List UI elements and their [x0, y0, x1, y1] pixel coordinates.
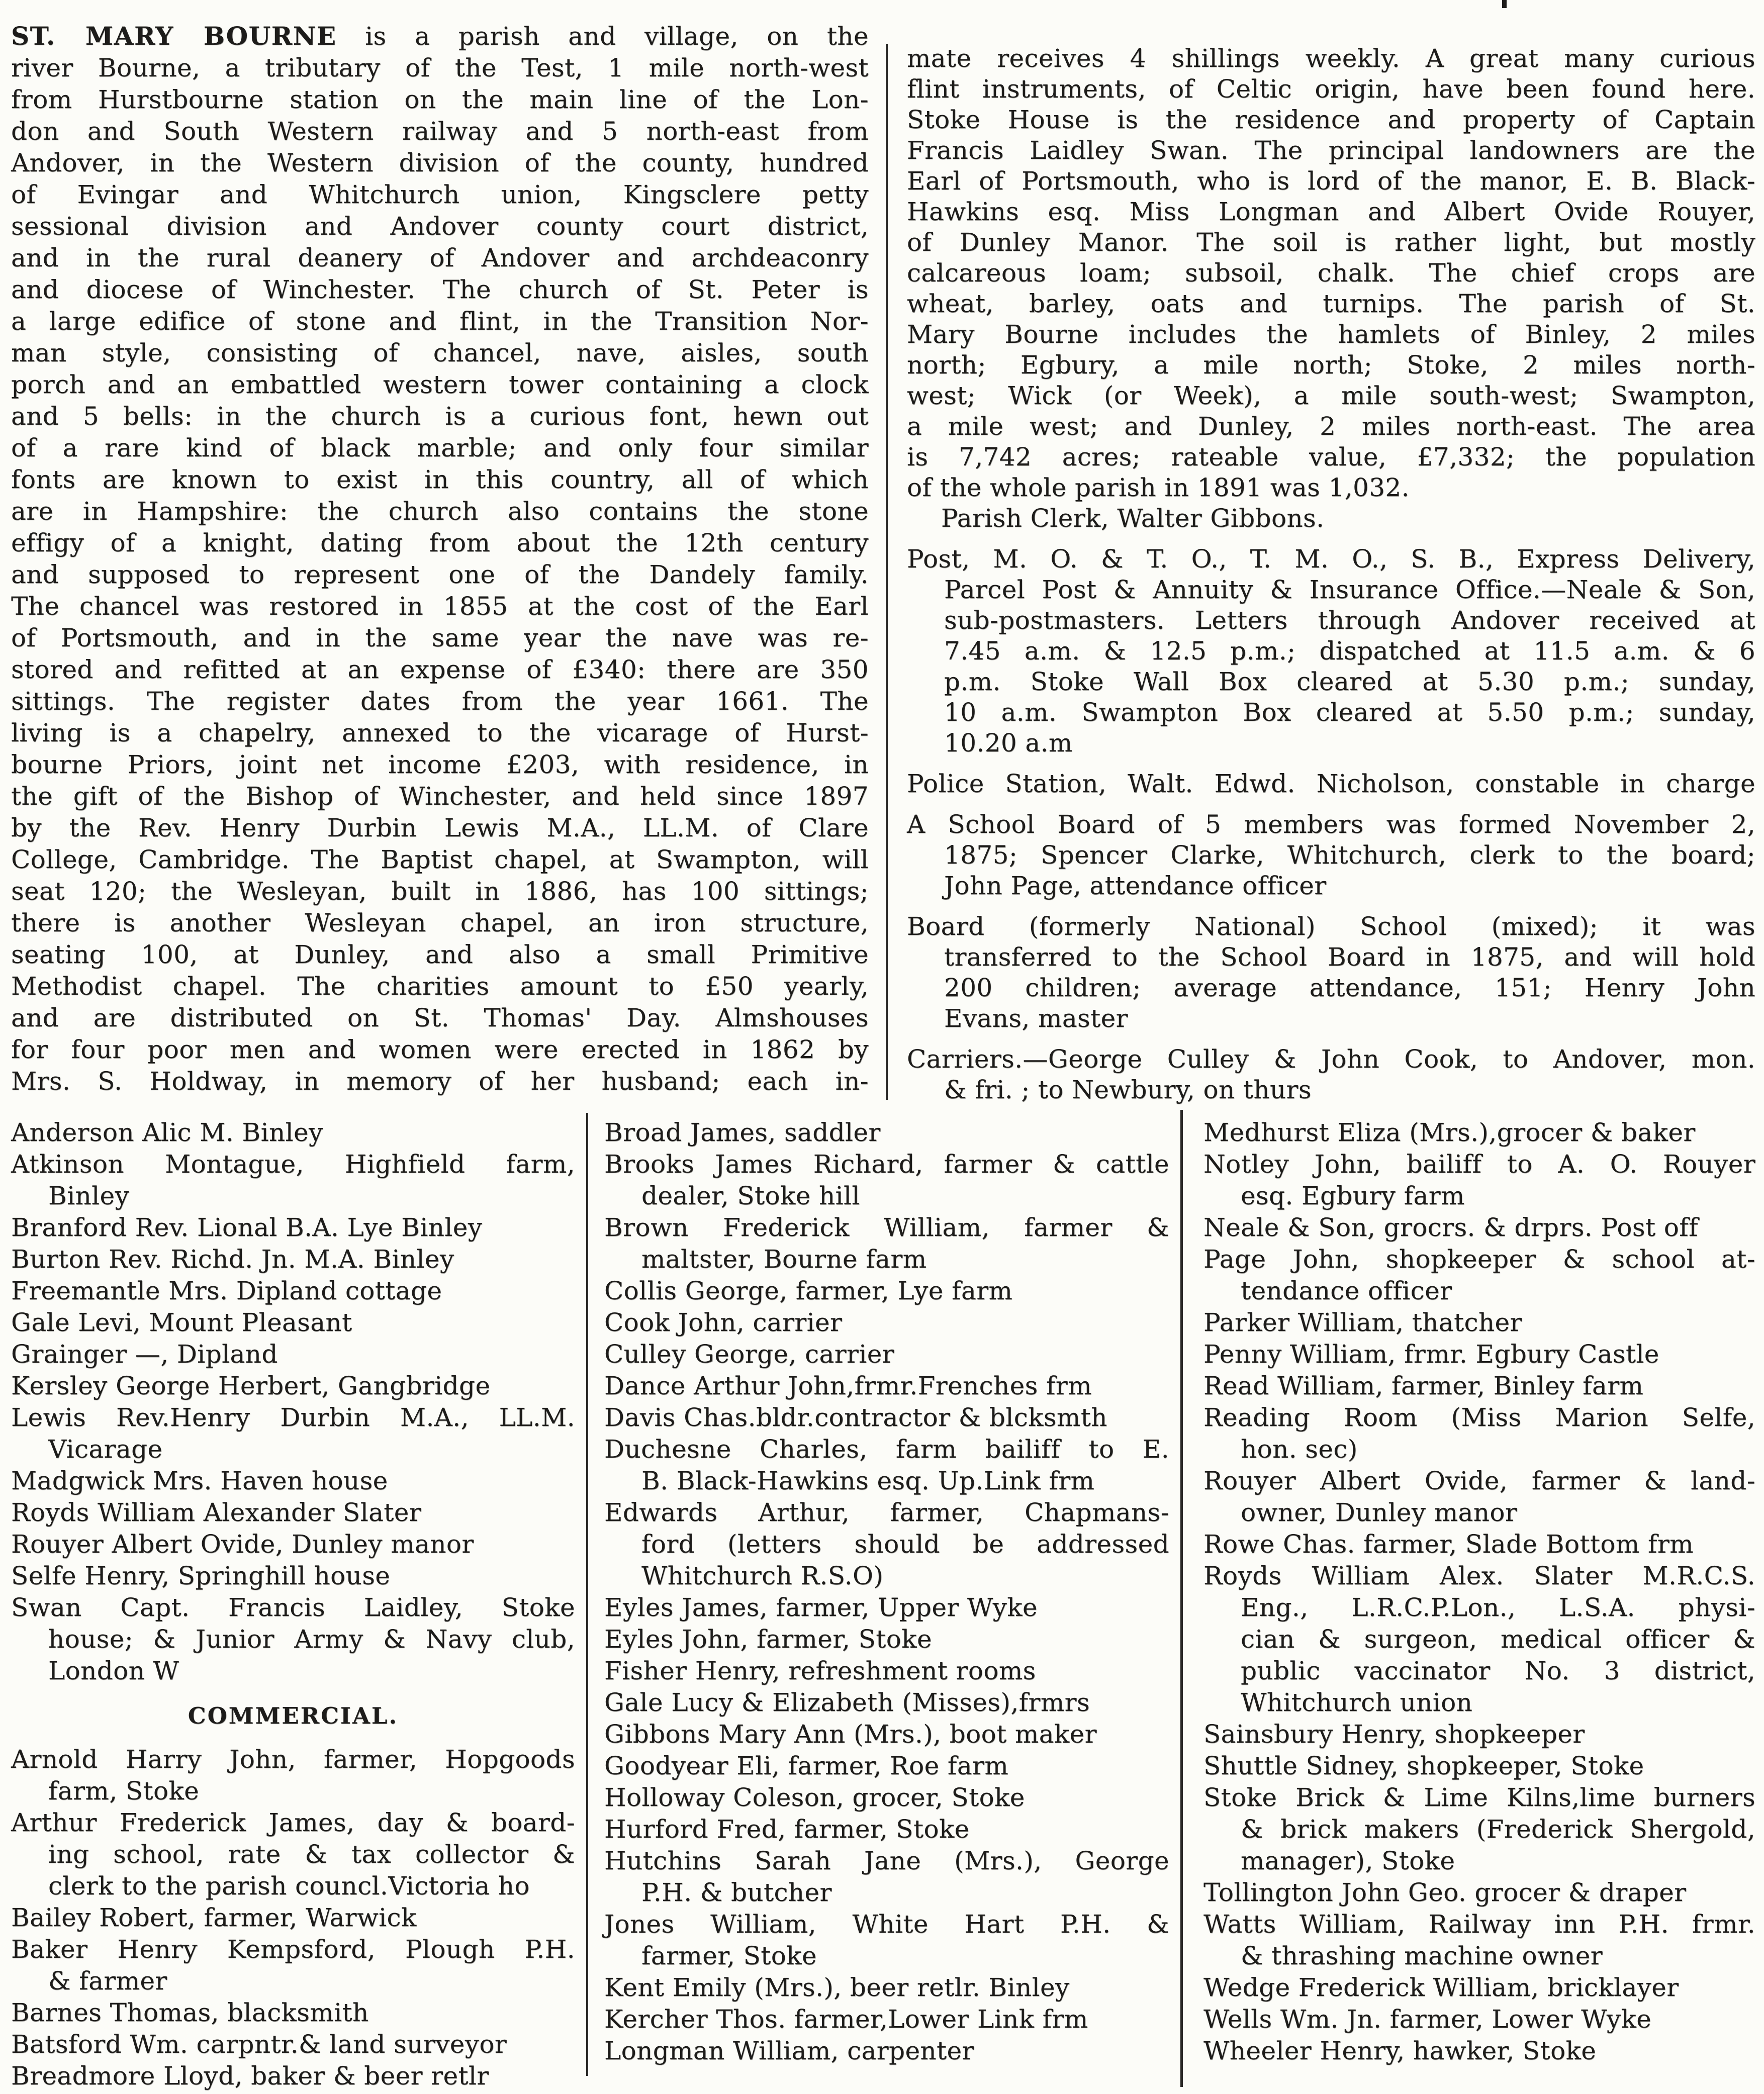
article-line: ST. MARY BOURNE is a parish and village, on the [11, 21, 869, 51]
directory-line: ing school, rate & tax collector & [48, 1840, 575, 1869]
directory-line: Arnold Harry John, farmer, Hopgoods [11, 1745, 575, 1774]
directory-entry [1203, 1560, 1755, 1719]
directory-entry [1203, 2004, 1755, 2035]
article-line: Parish Clerk, Walter Gibbons. [941, 504, 1325, 533]
article-line: Mary Bourne includes the hamlets of Binley, 2 miles [907, 320, 1755, 349]
directory-entry [11, 1117, 575, 1149]
article-line: Evans, master [944, 1004, 1128, 1033]
directory-entry [604, 2004, 1169, 2035]
directory-line: Barnes Thomas, blacksmith [11, 1998, 369, 2027]
directory-entry [604, 1212, 1169, 1275]
directory-line: Wheeler Henry, hawker, Stoke [1203, 2036, 1597, 2065]
directory-line: hon. sec) [1241, 1435, 1358, 1464]
article-line: 7.45 a.m. & 12.5 p.m.; dispatched at 11.5 a.m. & 6 [944, 636, 1755, 665]
directory-entry [11, 1934, 575, 1997]
directory-line: P.H. & butcher [641, 1878, 832, 1907]
article-line: and in the rural deanery of Andover and archdeaconry [11, 243, 869, 272]
directory-entry [604, 1782, 1169, 1814]
article-line: for four poor men and women were erected in 1862 by [11, 1035, 869, 1064]
directory-entry [1203, 1307, 1755, 1339]
directory-line: Duchesne Charles, farm bailiff to E. [604, 1435, 1169, 1464]
directory-entry [11, 1244, 575, 1275]
directory-entry [604, 1719, 1169, 1750]
article-line: man style, consisting of chancel, nave, aisles, south [11, 338, 869, 367]
directory-entry [11, 2029, 575, 2060]
article-paragraph-right [907, 43, 1755, 503]
directory-line: Stoke Brick & Lime Kilns,lime burners [1203, 1783, 1755, 1812]
directory-entry [604, 1149, 1169, 1212]
directory-entry [1203, 1719, 1755, 1750]
directory-entry [604, 1402, 1169, 1434]
directory-line: Rouyer Albert Ovide, Dunley manor [11, 1530, 474, 1559]
directory-entry [11, 1370, 575, 1402]
directory-line: Rouyer Albert Ovide, farmer & land- [1203, 1466, 1755, 1495]
directory-line: Grainger —, Dipland [11, 1340, 278, 1369]
article-line: transferred to the School Board in 1875, and will hold [944, 942, 1755, 972]
directory-line: Wedge Frederick William, bricklayer [1203, 1973, 1679, 2002]
directory-line: public vaccinator No. 3 district, [1241, 1656, 1755, 1685]
directory-line: clerk to the parish councl.Victoria ho [48, 1871, 530, 1900]
directory-line: Wells Wm. Jn. farmer, Lower Wyke [1203, 2005, 1652, 2034]
article-line: flint instruments, of Celtic origin, have been found here. [907, 74, 1755, 104]
article-line: Hawkins esq. Miss Longman and Albert Ovide Rouyer, [907, 197, 1755, 226]
directory-line: Anderson Alic M. Binley [11, 1118, 323, 1147]
directory-entry [11, 1902, 575, 1934]
directory-entry [604, 1339, 1169, 1370]
column-divider-vertical-rule [886, 44, 888, 1100]
article-line: the gift of the Bishop of Winchester, and held since 1897 [11, 782, 869, 811]
directory-line: Davis Chas.bldr.contractor & blcksmth [604, 1403, 1107, 1432]
directory-line: Burton Rev. Richd. Jn. M.A. Binley [11, 1245, 454, 1274]
directory-line: Brown Frederick William, farmer & [604, 1213, 1169, 1242]
article-line: are in Hampshire: the church also contains the stone [11, 497, 869, 526]
directory-entry [604, 1750, 1169, 1782]
directory-line: Shuttle Sidney, shopkeeper, Stoke [1203, 1751, 1644, 1780]
directory-line: dealer, Stoke hill [641, 1181, 860, 1210]
directory-line: Gale Levi, Mount Pleasant [11, 1308, 352, 1337]
school-board-block [907, 809, 1755, 901]
directory-line: & thrashing machine owner [1241, 1941, 1603, 1970]
article-line: Carriers.—George Culley & John Cook, to Andover, mon. [907, 1044, 1755, 1074]
directory-entry [604, 1370, 1169, 1402]
article-column-right [907, 43, 1755, 1105]
article-line: of the whole parish in 1891 was 1,032. [907, 473, 1410, 502]
article-line: College, Cambridge. The Baptist chapel, at Swampton, will [11, 845, 869, 874]
directory-line: Madgwick Mrs. Haven house [11, 1466, 388, 1495]
article-line: calcareous loam; subsoil, chalk. The chief crops are [907, 258, 1755, 288]
directory-line: Neale & Son, grocrs. & drprs. Post off [1203, 1213, 1699, 1242]
directory-entry [604, 1275, 1169, 1307]
article-column-left [11, 20, 869, 1097]
article-line: living is a chapelry, annexed to the vicarage of Hurst- [11, 718, 869, 747]
directory-line: B. Black-Hawkins esq. Up.Link frm [641, 1466, 1095, 1495]
directory-entry [1203, 1149, 1755, 1212]
directory-line: Swan Capt. Francis Laidley, Stoke [11, 1593, 575, 1622]
directory-line: Notley John, bailiff to A. O. Rouyer [1203, 1150, 1755, 1179]
directory-line: Royds William Alex. Slater M.R.C.S. [1203, 1561, 1755, 1590]
directory-line: Medhurst Eliza (Mrs.),grocer & baker [1203, 1118, 1696, 1147]
directory-line: Baker Henry Kempsford, Plough P.H. [11, 1935, 575, 1964]
parish-clerk-line [907, 503, 1755, 534]
article-line: sittings. The register dates from the year 1661. The [11, 687, 869, 716]
directory-line: Binley [48, 1181, 130, 1210]
article-line: A School Board of 5 members was formed November 2, [907, 810, 1755, 839]
article-line: river Bourne, a tributary of the Test, 1 mile north-west [11, 53, 869, 82]
article-line: from Hurstbourne station on the main line of the Lon- [11, 85, 869, 114]
directory-line: Cook John, carrier [604, 1308, 843, 1337]
directory-divider-rule-2 [1180, 1110, 1183, 2087]
article-line: and diocese of Winchester. The church of St. Peter is [11, 275, 869, 304]
directory-entry [604, 1972, 1169, 2004]
directory-entry [11, 1275, 575, 1307]
directory-line: Culley George, carrier [604, 1340, 894, 1369]
article-line: of a rare kind of black marble; and only four similar [11, 433, 869, 462]
directory-entry [604, 1497, 1169, 1592]
directory-entry [11, 1997, 575, 2029]
directory-line: ford (letters should be addressed [641, 1530, 1169, 1559]
directory-entry [11, 1149, 575, 1212]
directory-entry [1203, 1529, 1755, 1560]
directory-entry [604, 1655, 1169, 1687]
directory-line: Broad James, saddler [604, 1118, 881, 1147]
post-office-block [907, 544, 1755, 758]
directory-line: Brooks James Richard, farmer & cattle [604, 1150, 1169, 1179]
directory-line: Branford Rev. Lional B.A. Lye Binley [11, 1213, 483, 1242]
directory-entry [11, 1402, 575, 1465]
board-school-block [907, 911, 1755, 1034]
article-line: there is another Wesleyan chapel, an iron structure, [11, 908, 869, 937]
article-line: and 5 bells: in the church is a curious font, hewn out [11, 402, 869, 431]
directory-entry [11, 1339, 575, 1370]
article-line: 1875; Spencer Clarke, Whitchurch, clerk to the board; [944, 840, 1755, 870]
directory-line: Kent Emily (Mrs.), beer retlr. Binley [604, 1973, 1070, 2002]
directory-entry [604, 1909, 1169, 1972]
article-line: Post, M. O. & T. O., T. M. O., S. B., Express Delivery, [907, 544, 1755, 574]
article-line: 200 children; average attendance, 151; Henry John [944, 973, 1755, 1002]
directory-line: Kercher Thos. farmer,Lower Link frm [604, 2005, 1088, 2034]
directory-line: Collis George, farmer, Lye farm [604, 1276, 1013, 1305]
directory-entry [1203, 1877, 1755, 1909]
article-line: is 7,742 acres; rateable value, £7,332; the population [907, 442, 1755, 471]
directory-entry [11, 1529, 575, 1560]
directory-line: Eyles John, farmer, Stoke [604, 1625, 932, 1654]
directory-line: Freemantle Mrs. Dipland cottage [11, 1276, 442, 1305]
directory-line: Whitchurch R.S.O) [641, 1561, 884, 1590]
directory-line: cian & surgeon, medical officer & [1241, 1625, 1755, 1654]
directory-entry [604, 1814, 1169, 1845]
article-line: Mrs. S. Holdway, in memory of her husband; each in- [11, 1067, 869, 1096]
directory-line: Rowe Chas. farmer, Slade Bottom frm [1203, 1530, 1694, 1559]
article-line: a large edifice of stone and flint, in the Transition Nor- [11, 307, 869, 336]
directory-line: Hutchins Sarah Jane (Mrs.), George [604, 1846, 1169, 1875]
article-line: west; Wick (or Week), a mile south-west; Swampton, [907, 381, 1755, 410]
scan-edge-artifact [1502, 0, 1507, 8]
directory-line: Batsford Wm. carpntr.& land surveyor [11, 2030, 507, 2059]
directory-entry [1203, 1972, 1755, 2004]
article-line: sessional division and Andover county court district, [11, 212, 869, 241]
article-line: Methodist chapel. The charities amount to £50 yearly, [11, 972, 869, 1001]
article-line: don and South Western railway and 5 north-east from [11, 117, 869, 146]
article-line: north; Egbury, a mile north; Stoke, 2 miles north- [907, 350, 1755, 379]
directory-line: Page John, shopkeeper & school at- [1203, 1245, 1755, 1274]
article-line: 10.20 a.m [944, 728, 1073, 757]
directory-line: farm, Stoke [48, 1776, 200, 1805]
directory-entry [1203, 1370, 1755, 1402]
directory-line: Sainsbury Henry, shopkeeper [1203, 1720, 1585, 1749]
directory-line: Whitchurch union [1241, 1688, 1473, 1717]
directory-column-3 [1203, 1117, 1755, 2067]
directory-line: Eyles James, farmer, Upper Wyke [604, 1593, 1038, 1622]
directory-entry [1203, 1339, 1755, 1370]
article-line: seat 120; the Wesleyan, built in 1886, has 100 sittings; [11, 877, 869, 906]
directory-line: maltster, Bourne farm [641, 1245, 927, 1274]
directory-line: Royds William Alexander Slater [11, 1498, 422, 1527]
directory-line: owner, Dunley manor [1241, 1498, 1518, 1527]
article-line: of Dunley Manor. The soil is rather light, but mostly [907, 228, 1755, 257]
directory-entry [1203, 1465, 1755, 1529]
directory-line: Tollington John Geo. grocer & draper [1203, 1878, 1687, 1907]
article-line: The chancel was restored in 1855 at the cost of the Earl [11, 592, 869, 621]
directory-entry [604, 1117, 1169, 1149]
article-line: Stoke House is the residence and property of Captain [907, 105, 1755, 134]
article-line: a mile west; and Dunley, 2 miles north-east. The area [907, 412, 1755, 441]
commercial-heading: COMMERCIAL. [188, 1702, 399, 1729]
carriers-block [907, 1044, 1755, 1105]
directory-line: farmer, Stoke [641, 1941, 817, 1970]
directory-line: esq. Egbury farm [1241, 1181, 1465, 1210]
article-line: wheat, barley, oats and turnips. The parish of St. [907, 289, 1755, 318]
directory-entry [11, 1592, 575, 1687]
article-line: and supposed to represent one of the Dandely family. [11, 560, 869, 589]
article-line: fonts are known to exist in this country, all of which [11, 465, 869, 494]
article-line: seating 100, at Dunley, and also a small Primitive [11, 940, 869, 969]
directory-line: tendance officer [1241, 1276, 1452, 1305]
directory-line: & farmer [48, 1966, 167, 1995]
directory-entry [1203, 1750, 1755, 1782]
directory-entry [604, 1624, 1169, 1655]
directory-entry [11, 1560, 575, 1592]
directory-line: Parker William, thatcher [1203, 1308, 1522, 1337]
article-line: Francis Laidley Swan. The principal landowners are the [907, 136, 1755, 165]
directory-line: Reading Room (Miss Marion Selfe, [1203, 1403, 1755, 1432]
directory-entry [1203, 1117, 1755, 1149]
directory-line: Gibbons Mary Ann (Mrs.), boot maker [604, 1720, 1097, 1749]
directory-entry [604, 1434, 1169, 1497]
article-line: Earl of Portsmouth, who is lord of the manor, E. B. Black- [907, 166, 1755, 196]
article-line: John Page, attendance officer [944, 871, 1327, 900]
directory-line: Read William, farmer, Binley farm [1203, 1371, 1644, 1400]
article-line: by the Rev. Henry Durbin Lewis M.A., LL.M. of Clare [11, 813, 869, 842]
article-line: Board (formerly National) School (mixed); it was [907, 912, 1755, 941]
article-line: mate receives 4 shillings weekly. A great many curious [907, 44, 1755, 73]
article-line: bourne Priors, joint net income £203, with residence, in [11, 750, 869, 779]
article-line: porch and an embattled western tower containing a clock [11, 370, 869, 399]
directory-entry [604, 1687, 1169, 1719]
directory-entry [11, 2060, 575, 2092]
article-line: Parcel Post & Annuity & Insurance Office.—Neale & Son, [944, 575, 1755, 604]
directory-entry [1203, 1212, 1755, 1244]
directory-entry [11, 1307, 575, 1339]
article-line: & fri. ; to Newbury, on thurs [944, 1075, 1312, 1104]
directory-entry [11, 1497, 575, 1529]
directory-line: manager), Stoke [1241, 1846, 1455, 1875]
directory-line: Hurford Fred, farmer, Stoke [604, 1815, 970, 1844]
directory-entry [604, 1845, 1169, 1909]
directory-line: Kersley George Herbert, Gangbridge [11, 1371, 491, 1400]
article-line: stored and refitted at an expense of £340: there are 350 [11, 655, 869, 684]
article-line: of Portsmouth, and in the same year the nave was re- [11, 623, 869, 652]
article-line: 10 a.m. Swampton Box cleared at 5.50 p.m.; sunday, [944, 698, 1755, 727]
directory-line: Fisher Henry, refreshment rooms [604, 1656, 1036, 1685]
directory-line: Holloway Coleson, grocer, Stoke [604, 1783, 1025, 1812]
directory-line: & brick makers (Frederick Shergold, [1241, 1815, 1755, 1844]
article-line: and are distributed on St. Thomas' Day. Almshouses [11, 1003, 869, 1032]
article-line: Andover, in the Western division of the county, hundred [11, 148, 869, 177]
article-line: p.m. Stoke Wall Box cleared at 5.30 p.m.; sunday, [944, 667, 1755, 696]
directory-entry [11, 1212, 575, 1244]
directory-line: Lewis Rev.Henry Durbin M.A., LL.M. [11, 1403, 575, 1432]
directory-line: Atkinson Montague, Highfield farm, [11, 1150, 575, 1179]
directory-divider-rule-1 [586, 1113, 588, 2076]
directory-column-1 [11, 1117, 575, 2092]
police-station-block [907, 769, 1755, 799]
directory-line: Bailey Robert, farmer, Warwick [11, 1903, 417, 1932]
directory-line: Selfe Henry, Springhill house [11, 1561, 391, 1590]
directory-line: Watts William, Railway inn P.H. frmr. [1203, 1910, 1755, 1939]
directory-entry [11, 1465, 575, 1497]
article-line: of Evingar and Whitchurch union, Kingsclere petty [11, 180, 869, 209]
directory-entry [1203, 1244, 1755, 1307]
directory-line: Gale Lucy & Elizabeth (Misses),frmrs [604, 1688, 1090, 1717]
directory-line: Vicarage [48, 1435, 163, 1464]
directory-line: Dance Arthur John,frmr.Frenches frm [604, 1371, 1092, 1400]
directory-entry [11, 1807, 575, 1902]
directory-line: London W [48, 1656, 179, 1685]
directory-line: Edwards Arthur, farmer, Chapmans- [604, 1498, 1169, 1527]
article-line: effigy of a knight, dating from about the 12th century [11, 528, 869, 557]
article-lead-caps: ST. MARY BOURNE [11, 21, 337, 51]
directory-entry [1203, 1402, 1755, 1465]
directory-line: Jones William, White Hart P.H. & [604, 1910, 1169, 1939]
directory-line: Penny William, frmr. Egbury Castle [1203, 1340, 1659, 1369]
directory-entry [604, 1307, 1169, 1339]
directory-line: Goodyear Eli, farmer, Roe farm [604, 1751, 1009, 1780]
article-paragraph-left [11, 20, 869, 1097]
directory-line: Breadmore Lloyd, baker & beer retlr [11, 2061, 489, 2090]
directory-line: house; & Junior Army & Navy club, [48, 1625, 575, 1654]
directory-line: Eng., L.R.C.P.Lon., L.S.A. physi- [1241, 1593, 1755, 1622]
directory-line: Arthur Frederick James, day & board- [11, 1808, 575, 1837]
directory-entry [11, 1744, 575, 1807]
directory-column-2 [604, 1117, 1169, 2067]
directory-entry [604, 1592, 1169, 1624]
article-line: sub-postmasters. Letters through Andover received at [944, 606, 1755, 635]
article-line: Police Station, Walt. Edwd. Nicholson, constable in charge [907, 769, 1755, 798]
directory-entry [1203, 1909, 1755, 1972]
directory-entry [604, 2035, 1169, 2067]
directory-entry [1203, 1782, 1755, 1877]
directory-entry [1203, 2035, 1755, 2067]
directory-line: Longman William, carpenter [604, 2036, 974, 2065]
